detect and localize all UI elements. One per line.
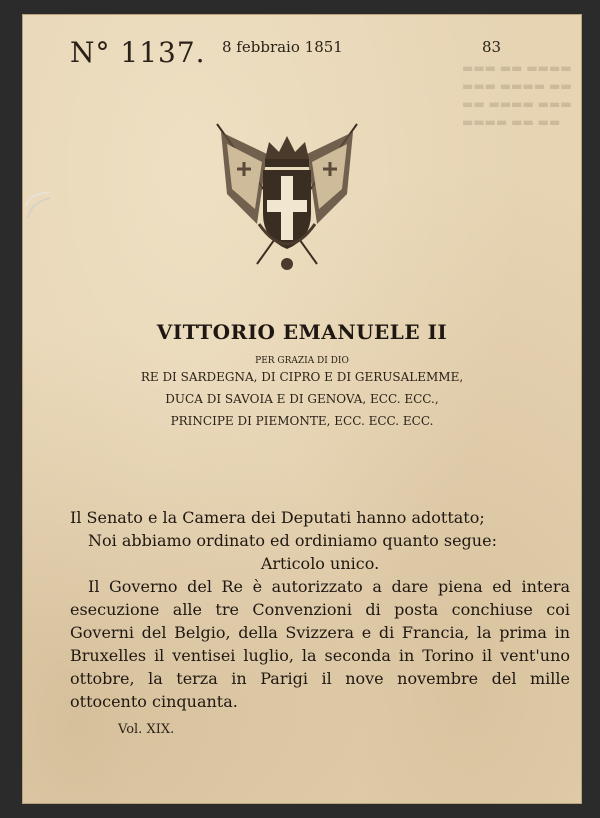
body-line-2: Noi abbiamo ordinato ed ordiniamo quanto segue: <box>88 531 497 550</box>
subtitle-line-2: RE DI SARDEGNA, DI CIPRO E DI GERUSALEMME, <box>140 370 464 384</box>
body-line-1: Il Senato e la Camera dei Deputati hanno adottato; <box>70 508 485 527</box>
page-number: 83 <box>482 38 502 56</box>
volume-label: Vol. XIX. <box>118 722 175 737</box>
bleed-through-text: ▬▬▬ ▬▬ ▬▬▬▬ ▬▬▬ ▬▬▬▬ ▬▬ ▬▬ ▬▬▬▬ ▬▬▬ ▬▬▬▬ ▬▬ ▬▬ <box>462 61 572 129</box>
subtitle-line-3: DUCA DI SAVOIA E DI GENOVA, ECC. ECC., <box>165 392 439 406</box>
subtitle-line-1: PER GRAZIA DI DIO <box>255 356 349 366</box>
binding-string-icon <box>24 184 50 224</box>
subtitle-line-4: PRINCIPE DI PIEMONTE, ECC. ECC. ECC. <box>170 414 434 428</box>
article-text: Il Governo del Re è autorizzato a dare piena ed intera esecuzione alle tre Convenzioni di posta conchiuse coi Governi del Belgio, della Svizzera e di Francia, la prima in Bruxelles il ventisei luglio, la seconda in Torino il vent'uno ottobre, la terza in Parigi il nove novembre del mille ottocento cinquanta. <box>70 577 570 711</box>
sovereign-title: VITTORIO EMANUELE II <box>156 320 448 344</box>
decree-body <box>70 506 570 713</box>
article-heading: Articolo unico. <box>260 554 380 573</box>
decree-number: N° 1137. <box>70 36 206 69</box>
savoy-coat-of-arms-icon <box>187 114 387 284</box>
document-page <box>22 14 582 804</box>
decree-date: 8 febbraio 1851 <box>222 38 343 56</box>
